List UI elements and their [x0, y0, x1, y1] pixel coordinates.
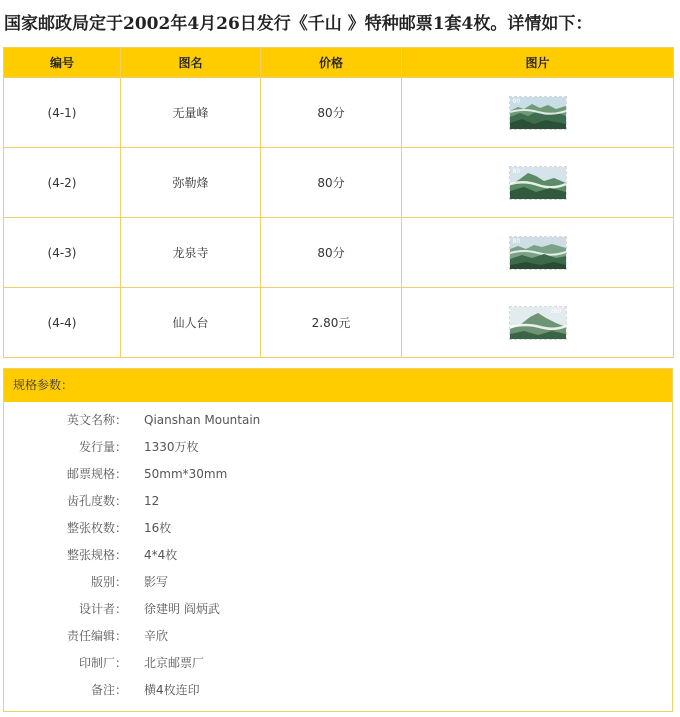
- spec-row: [4, 680, 672, 700]
- spec-label: 责任编辑：: [66, 629, 127, 643]
- table-row: [4, 78, 674, 148]
- spec-label: 邮票规格：: [66, 467, 127, 481]
- spec-value: 影写: [144, 575, 169, 589]
- spec-value: 横4枚连印: [144, 683, 200, 697]
- header-image: 图片: [402, 48, 674, 78]
- spec-value: 北京邮票厂: [144, 656, 205, 670]
- header-code: 编号: [4, 48, 121, 78]
- spec-row: [4, 626, 672, 646]
- spec-label: 齿孔度数：: [66, 494, 127, 508]
- stamp-name: 弥勒烽: [121, 148, 261, 218]
- stamp-image[interactable]: [509, 166, 567, 200]
- spec-row: [4, 653, 672, 673]
- stamp-price: 80分: [261, 218, 402, 288]
- spec-panel: [3, 368, 673, 712]
- stamp-price: 80分: [261, 148, 402, 218]
- page-headline: 国家邮政局定于2002年4月26日发行《千山 》特种邮票1套4枚。详情如下：: [4, 14, 593, 34]
- spec-row: [4, 437, 672, 457]
- stamp-denomination: 80: [512, 97, 521, 105]
- stamp-table: [3, 47, 674, 358]
- table-row: [4, 218, 674, 288]
- stamp-name: 仙人台: [121, 288, 261, 358]
- stamp-image[interactable]: [509, 236, 567, 270]
- spec-label: 印制厂：: [78, 656, 127, 670]
- spec-row: [4, 572, 672, 592]
- stamp-code: (4-1): [4, 78, 121, 148]
- header-price: 价格: [261, 48, 402, 78]
- spec-value: 辛欣: [144, 629, 169, 643]
- spec-row: [4, 491, 672, 511]
- spec-value: 4*4枚: [144, 548, 178, 562]
- table-row: [4, 148, 674, 218]
- spec-label: 设计者：: [78, 602, 127, 616]
- stamp-name: 无量峰: [121, 78, 261, 148]
- header-name: 图名: [121, 48, 261, 78]
- spec-label: 备注：: [90, 683, 127, 697]
- spec-label: 版别：: [90, 575, 127, 589]
- table-header-row: [4, 48, 674, 78]
- spec-value: 1330万枚: [144, 440, 199, 454]
- stamp-denomination: 80: [512, 237, 521, 245]
- table-row: [4, 288, 674, 358]
- spec-value: 16枚: [144, 521, 172, 535]
- spec-label: 整张枚数：: [66, 521, 127, 535]
- spec-value: 12: [144, 494, 160, 508]
- stamp-denomination: 80: [512, 167, 521, 175]
- stamp-price: 80分: [261, 78, 402, 148]
- spec-label: 英文名称：: [66, 413, 127, 427]
- stamp-code: (4-3): [4, 218, 121, 288]
- stamp-code: (4-2): [4, 148, 121, 218]
- spec-row: [4, 545, 672, 565]
- spec-value: Qianshan Mountain: [144, 413, 261, 427]
- spec-row: [4, 518, 672, 538]
- stamp-name: 龙泉寺: [121, 218, 261, 288]
- stamp-denomination: 280: [550, 307, 562, 315]
- spec-row: [4, 410, 672, 430]
- spec-value: 50mm*30mm: [144, 467, 228, 481]
- spec-value: 徐建明 阎炳武: [144, 602, 220, 616]
- spec-label: 发行量：: [78, 440, 127, 454]
- stamp-image[interactable]: [509, 306, 567, 340]
- stamp-code: (4-4): [4, 288, 121, 358]
- spec-row: [4, 599, 672, 619]
- stamp-image[interactable]: [509, 96, 567, 130]
- spec-panel-title: 规格参数：: [4, 369, 672, 402]
- stamp-price: 2.80元: [261, 288, 402, 358]
- spec-row: [4, 464, 672, 484]
- spec-label: 整张规格：: [66, 548, 127, 562]
